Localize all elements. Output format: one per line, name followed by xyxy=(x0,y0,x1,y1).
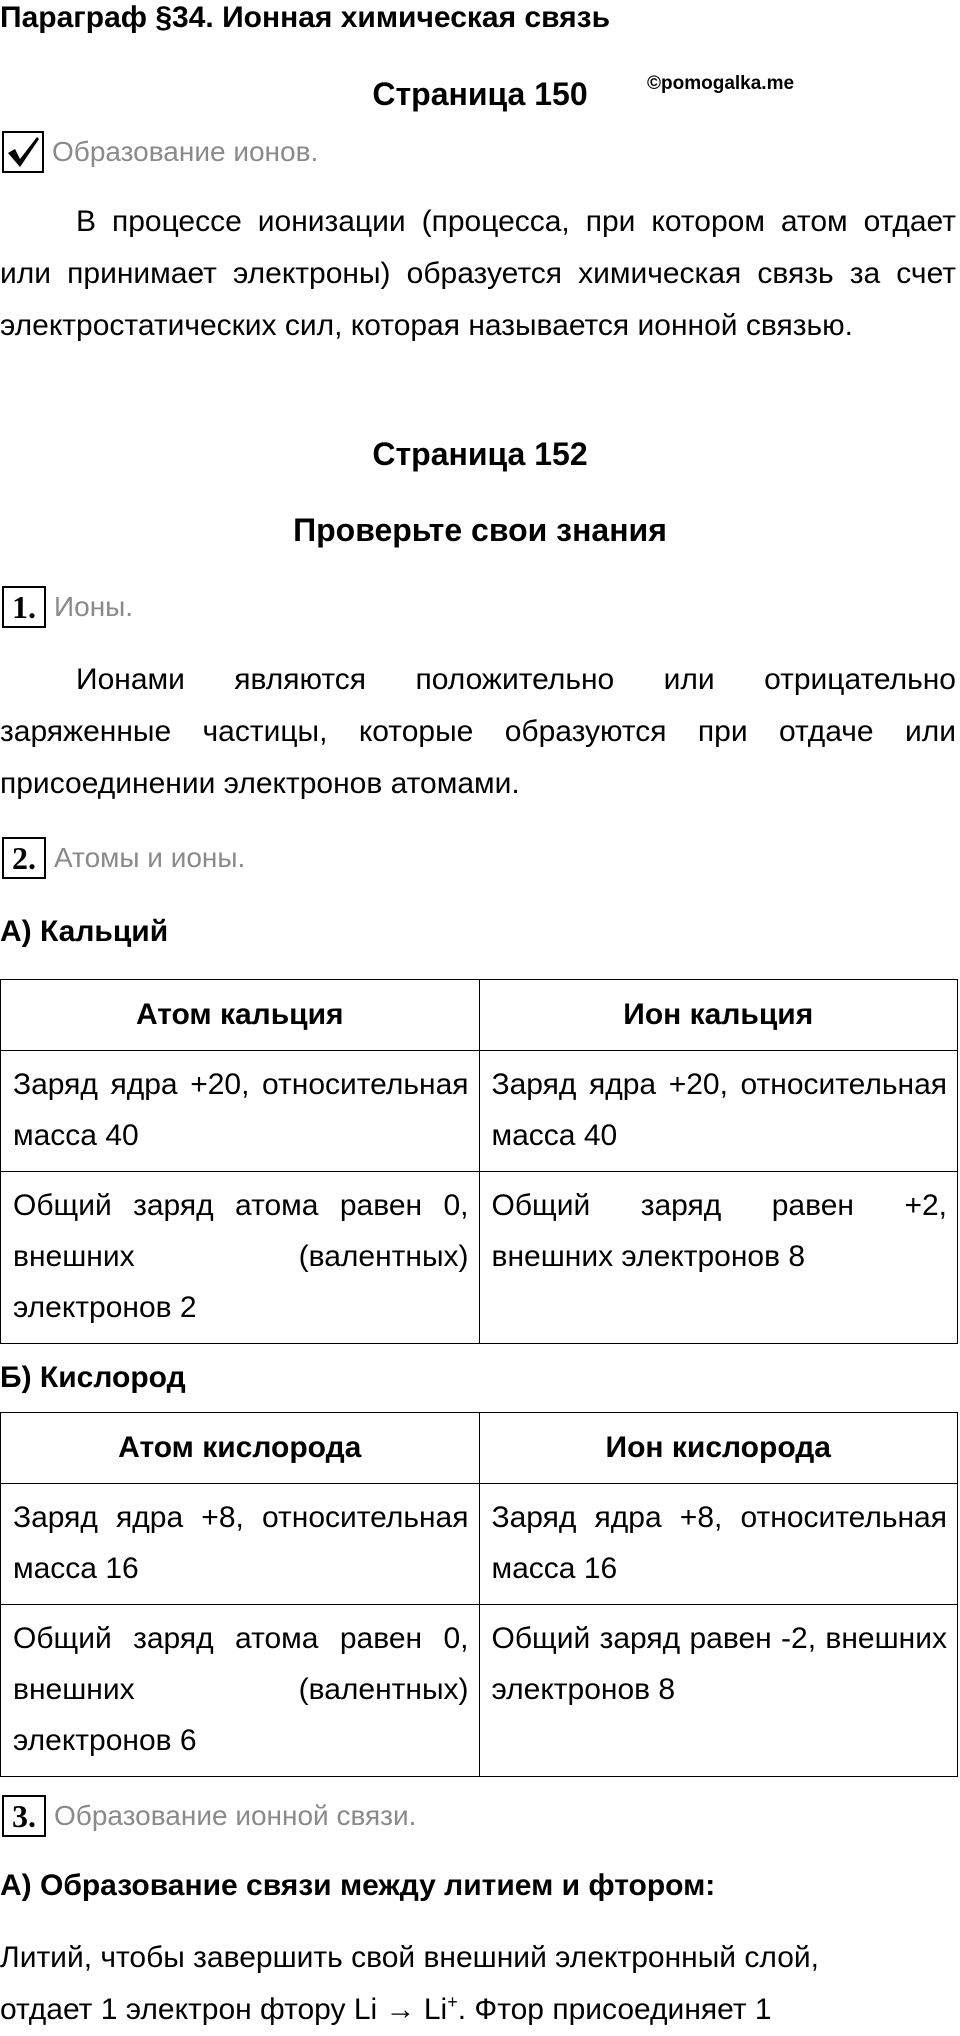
table-header: Атом кальция xyxy=(1,980,480,1051)
table-header: Ион кислорода xyxy=(479,1413,958,1484)
page-title: Параграф §34. Ионная химическая связь xyxy=(0,1,611,34)
oxygen-heading: Б) Кислород xyxy=(0,1361,186,1394)
task-check-row xyxy=(2,130,318,174)
table-cell: Заряд ядра +8, относительная масса 16 xyxy=(479,1484,958,1605)
paragraph-text: . Фтор присоединяет 1 xyxy=(457,1993,772,2026)
task-2-row xyxy=(2,836,245,880)
task-label: Атомы и ионы. xyxy=(54,842,246,873)
paragraph-text: В процессе ионизации (процесса, при котором атом отдает или принимает электроны) образуется химическая связь за счет электростатических сил, которая называется ионной связью. xyxy=(0,205,956,342)
paragraph-text: отдает 1 электрон фтору Li → Li xyxy=(0,1993,448,2026)
task-number-badge: 2. xyxy=(2,837,46,879)
task-label: Образование ионов. xyxy=(52,136,319,167)
table-row xyxy=(1,1172,958,1344)
calcium-heading: А) Кальций xyxy=(0,915,169,948)
paragraph-line xyxy=(0,1984,956,2036)
page-152-heading: Страница 152 xyxy=(372,436,588,472)
task-label: Образование ионной связи. xyxy=(54,1800,417,1831)
table-row xyxy=(1,1051,958,1172)
task-number-badge: 3. xyxy=(2,1795,46,1837)
checkmark-icon xyxy=(2,131,44,173)
table-cell: Заряд ядра +20, относительная масса 40 xyxy=(479,1051,958,1172)
ions-paragraph xyxy=(0,654,956,810)
table-cell: Заряд ядра +20, относительная масса 40 xyxy=(1,1051,480,1172)
watermark: ©pomogalka.me xyxy=(647,73,795,94)
table-row xyxy=(1,1484,958,1605)
table-cell: Общий заряд равен -2, внешних электронов 8 xyxy=(479,1605,958,1777)
ionization-paragraph xyxy=(0,196,956,352)
table-cell: Заряд ядра +8, относительная масса 16 xyxy=(1,1484,480,1605)
table-header: Ион кальция xyxy=(479,980,958,1051)
task-number-badge: 1. xyxy=(2,586,46,628)
paragraph-line: Литий, чтобы завершить свой внешний электронный слой, xyxy=(0,1941,819,1974)
table-cell: Общий заряд атома равен 0, внешних (валентных) электронов 2 xyxy=(1,1172,480,1344)
paragraph-text: Ионами являются положительно или отрицательно заряженные частицы, которые образуются при отдаче или присоединении электронов атомами. xyxy=(0,663,956,800)
knowledge-check-heading: Проверьте свои знания xyxy=(293,512,667,548)
task-1-row xyxy=(2,585,133,629)
oxygen-table xyxy=(0,1412,958,1777)
task-3-row xyxy=(2,1794,416,1838)
table-cell: Общий заряд атома равен 0, внешних (валентных) электронов 6 xyxy=(1,1605,480,1777)
table-row xyxy=(1,1605,958,1777)
table-cell: Общий заряд равен +2, внешних электронов 8 xyxy=(479,1172,958,1344)
page-150-heading: Страница 150 xyxy=(372,76,588,112)
lithium-paragraph xyxy=(0,1932,956,2036)
superscript: + xyxy=(447,1992,458,2012)
table-header: Атом кислорода xyxy=(1,1413,480,1484)
calcium-table xyxy=(0,979,958,1344)
lithium-fluorine-heading: А) Образование связи между литием и фтором: xyxy=(0,1869,716,1902)
task-label: Ионы. xyxy=(54,591,134,622)
